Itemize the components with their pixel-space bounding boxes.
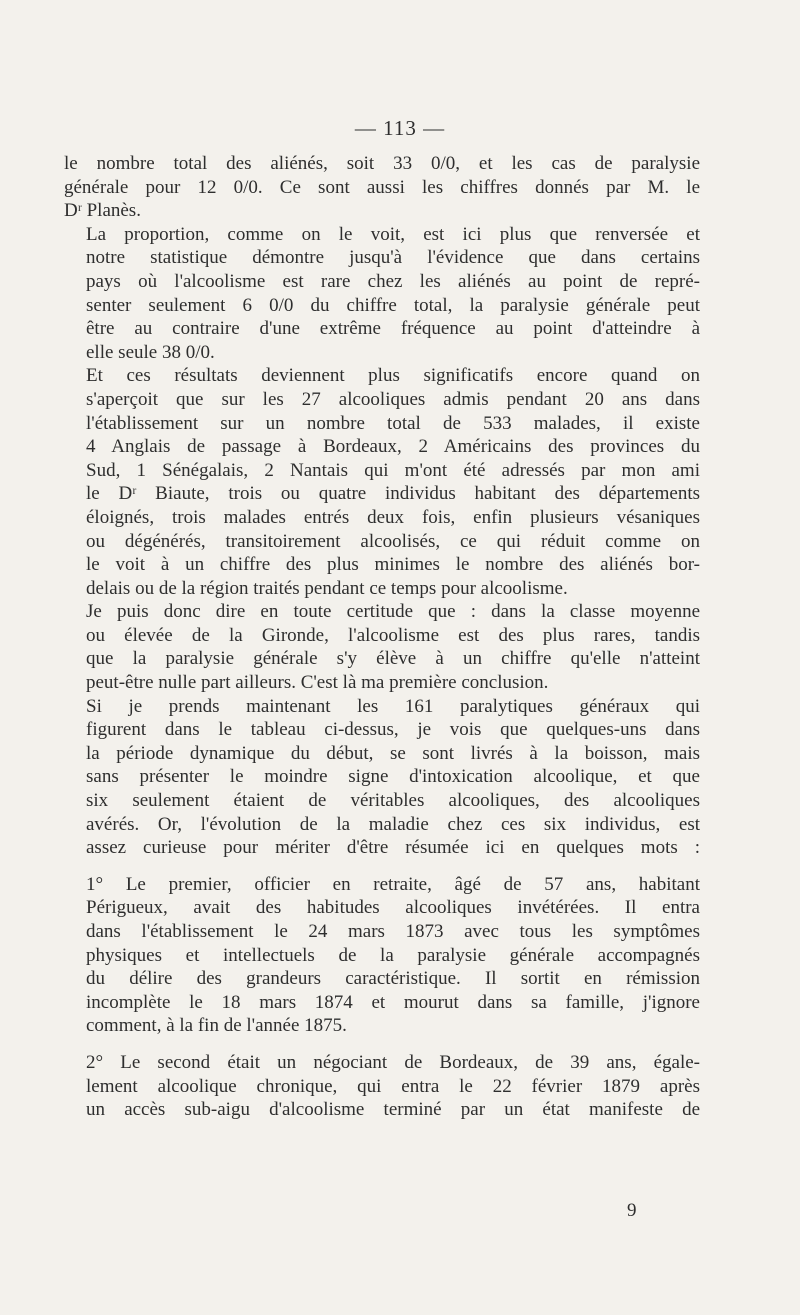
paragraph xyxy=(64,873,700,1038)
text-line: avérés. Or, l'évolution de la maladie chez ces six individus, est xyxy=(86,813,700,835)
text-line: générale pour 12 0/0. Ce sont aussi les chiffres donnés par M. le xyxy=(64,176,700,198)
text-line: Et ces résultats deviennent plus significatifs encore quand on xyxy=(86,365,700,387)
text-line: 2° Le second était un négociant de Bordeaux, de 39 ans, égale- xyxy=(86,1051,700,1073)
text-line: lement alcoolique chronique, qui entra le 22 février 1879 après xyxy=(86,1075,700,1097)
signature-mark: 9 xyxy=(627,1200,637,1221)
paragraph xyxy=(64,223,700,365)
text-line: Je puis donc dire en toute certitude que : dans la classe moyenne xyxy=(86,601,700,623)
text-line: le Dʳ Biaute, trois ou quatre individus habitant des départements xyxy=(86,483,700,505)
text-line: ou dégénérés, transitoirement alcoolisés, ce qui réduit comme on xyxy=(86,530,700,552)
text-line: Sud, 1 Sénégalais, 2 Nantais qui m'ont été adressés par mon ami xyxy=(86,459,700,481)
text-line: peut-être nulle part ailleurs. C'est là ma première conclusion. xyxy=(86,672,549,694)
text-line: le voit à un chiffre des plus minimes le nombre des aliénés bor- xyxy=(86,554,700,576)
text-line: delais ou de la région traités pendant ce temps pour alcoolisme. xyxy=(86,577,568,599)
text-line: 4 Anglais de passage à Bordeaux, 2 Américains des provinces du xyxy=(86,436,700,458)
text-line: Périgueux, avait des habitudes alcooliques invétérées. Il entra xyxy=(86,897,700,919)
text-line: comment, à la fin de l'année 1875. xyxy=(86,1015,347,1037)
text-line: la période dynamique du début, se sont livrés à la boisson, mais xyxy=(86,742,700,764)
body-text xyxy=(64,152,700,1122)
paragraph xyxy=(64,364,700,600)
text-line: un accès sub-aigu d'alcoolisme terminé par un état manifeste de xyxy=(86,1099,700,1121)
text-line: ou élevée de la Gironde, l'alcoolisme est des plus rares, tandis xyxy=(86,624,700,646)
text-line: éloignés, trois malades entrés deux fois, enfin plusieurs vésaniques xyxy=(86,506,700,528)
text-line: le nombre total des aliénés, soit 33 0/0, et les cas de paralysie xyxy=(64,153,700,174)
text-line: Dʳ Planès. xyxy=(64,200,141,222)
text-line: s'aperçoit que sur les 27 alcooliques admis pendant 20 ans dans xyxy=(86,388,700,410)
paragraph xyxy=(64,152,700,223)
text-line: physiques et intellectuels de la paralysie générale accompagnés xyxy=(86,944,700,966)
text-line: sans présenter le moindre signe d'intoxication alcoolique, et que xyxy=(86,766,700,788)
text-line: Si je prends maintenant les 161 paralytiques généraux qui xyxy=(86,695,700,717)
text-line: notre statistique démontre jusqu'à l'évidence que dans certains xyxy=(86,247,700,269)
page-number: — 113 — xyxy=(354,116,446,140)
paragraph xyxy=(64,695,700,860)
text-line: pays où l'alcoolisme est rare chez les aliénés au point de repré- xyxy=(86,270,700,292)
paragraph xyxy=(64,1051,700,1122)
text-line: figurent dans le tableau ci-dessus, je vois que quelques-uns dans xyxy=(86,719,700,741)
text-line: incomplète le 18 mars 1874 et mourut dans sa famille, j'ignore xyxy=(86,991,700,1013)
text-line: 1° Le premier, officier en retraite, âgé de 57 ans, habitant xyxy=(86,873,700,895)
text-line: senter seulement 6 0/0 du chiffre total, la paralysie générale peut xyxy=(86,294,700,316)
text-line: dans l'établissement le 24 mars 1873 avec tous les symptômes xyxy=(86,921,700,942)
text-line: l'établissement sur un nombre total de 533 malades, il existe xyxy=(86,412,700,434)
text-line: du délire des grandeurs caractéristique. Il sortit en rémission xyxy=(86,968,700,990)
text-line: que la paralysie générale s'y élève à un chiffre qu'elle n'atteint xyxy=(86,648,700,670)
paragraph xyxy=(64,600,700,694)
text-line: La proportion, comme on le voit, est ici plus que renversée et xyxy=(86,223,700,245)
text-line: six seulement étaient de véritables alcooliques, des alcooliques xyxy=(86,790,700,812)
text-line: assez curieuse pour mériter d'être résumée ici en quelques mots : xyxy=(86,837,700,859)
text-line: être au contraire d'une extrême fréquence au point d'atteindre à xyxy=(86,318,700,340)
text-line: elle seule 38 0/0. xyxy=(86,341,215,363)
